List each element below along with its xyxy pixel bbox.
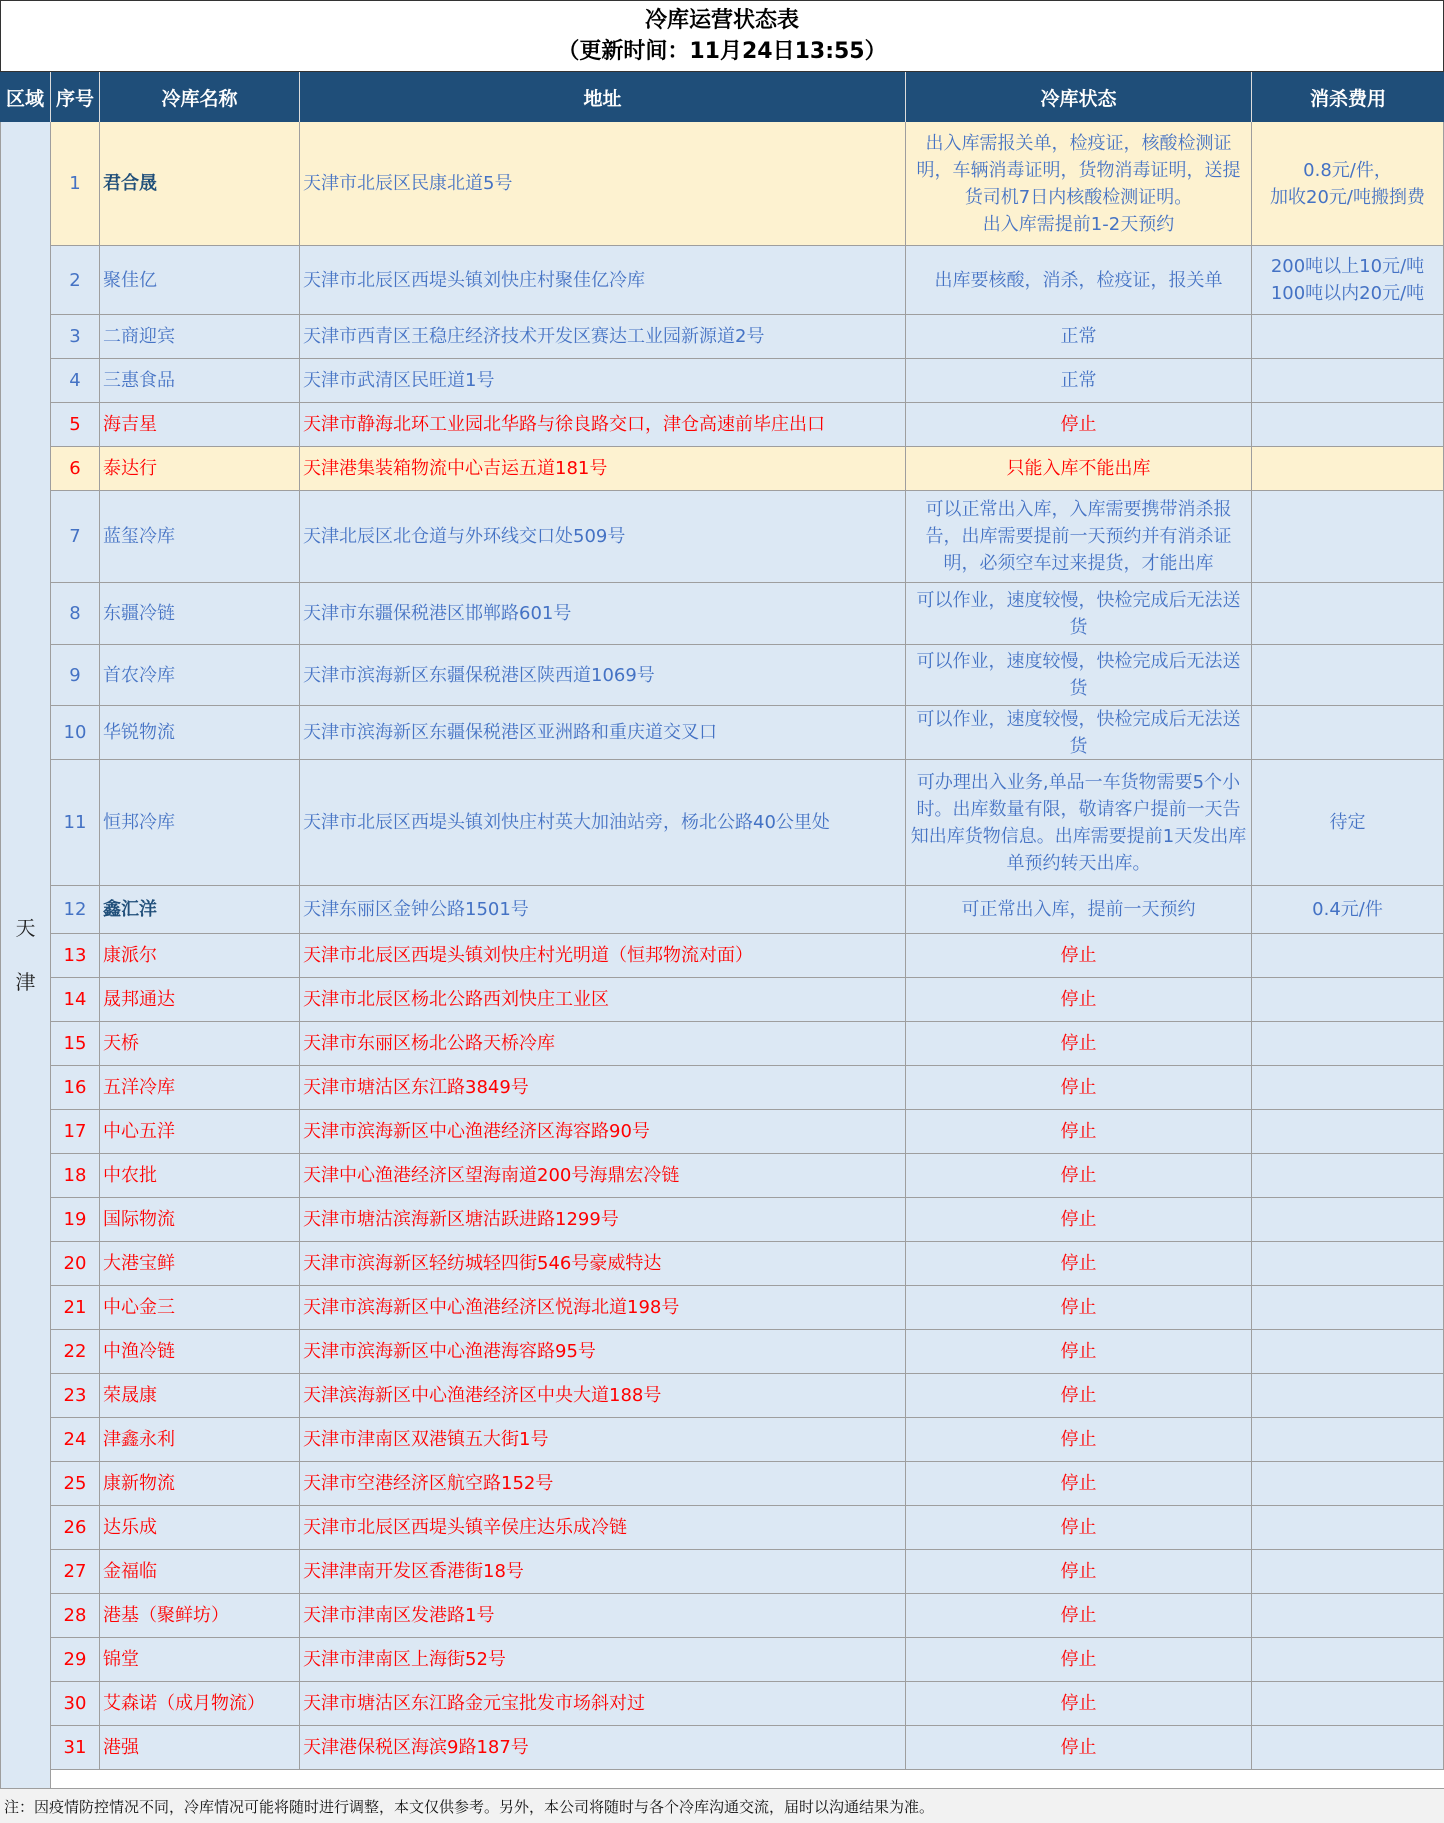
- row-number: [51, 1154, 100, 1198]
- row-number: [51, 1462, 100, 1506]
- row-number: [51, 1022, 100, 1066]
- storage-status-text: 停止: [1060, 1693, 1097, 1714]
- storage-status: [906, 315, 1252, 359]
- storage-name-text: 港强: [103, 1737, 139, 1758]
- storage-status-text: 停止: [1060, 1605, 1097, 1626]
- row-number-text: 2: [69, 269, 81, 291]
- storage-address: [300, 1330, 906, 1374]
- storage-name-text: 港基（聚鲜坊）: [103, 1605, 229, 1626]
- row-number: [51, 645, 100, 706]
- disinfection-fee: [1252, 978, 1444, 1022]
- storage-status: [906, 1462, 1252, 1506]
- storage-address-text: 天津北辰区北仓道与外环线交口处509号: [303, 526, 626, 547]
- storage-name: [100, 1594, 300, 1638]
- storage-address: [300, 1154, 906, 1198]
- storage-status: [906, 706, 1252, 760]
- row-number-text: 15: [63, 1033, 87, 1054]
- storage-status-text: 可以作业，速度较慢，快检完成后无法送货: [916, 708, 1241, 757]
- row-number-text: 12: [63, 899, 87, 920]
- row-number: [51, 583, 100, 645]
- storage-status-text: 停止: [1060, 1737, 1097, 1758]
- storage-address-text: 天津市静海北环工业园北华路与徐良路交口，津仓高速前毕庄出口: [303, 414, 825, 435]
- storage-address-text: 天津市塘沽滨海新区塘沽跃进路1299号: [303, 1209, 619, 1230]
- storage-status: [906, 1594, 1252, 1638]
- disinfection-fee: [1252, 1594, 1444, 1638]
- disinfection-fee: [1252, 1726, 1444, 1770]
- row-number: [51, 1242, 100, 1286]
- storage-name: [100, 122, 300, 246]
- storage-address-text: 天津市东丽区杨北公路天桥冷库: [303, 1033, 555, 1054]
- row-number-text: 26: [63, 1517, 87, 1538]
- disinfection-fee: [1252, 246, 1444, 315]
- storage-name-text: 康新物流: [103, 1473, 175, 1494]
- storage-address-text: 天津市武清区民旺道1号: [303, 370, 495, 391]
- storage-name-text: 康派尔: [103, 945, 157, 966]
- storage-name-text: 晟邦通达: [103, 989, 175, 1010]
- storage-status-text: 停止: [1060, 1561, 1097, 1582]
- storage-address: [300, 1110, 906, 1154]
- disinfection-fee-text: 200吨以上10元/吨 100吨以内20元/吨: [1270, 256, 1425, 304]
- storage-status-text: 出库要核酸，消杀，检疫证，报关单: [934, 269, 1223, 291]
- header-region: 区域: [0, 72, 51, 122]
- row-number-text: 8: [69, 603, 81, 624]
- disinfection-fee: [1252, 645, 1444, 706]
- storage-status-text: 可以作业，速度较慢，快检完成后无法送货: [916, 589, 1241, 638]
- storage-status-text: 可以作业，速度较慢，快检完成后无法送货: [916, 651, 1241, 699]
- storage-status-text: 停止: [1060, 1649, 1097, 1670]
- storage-address-text: 天津市空港经济区航空路152号: [303, 1473, 554, 1494]
- storage-address: [300, 1242, 906, 1286]
- disinfection-fee: [1252, 359, 1444, 403]
- storage-status: [906, 934, 1252, 978]
- region-cell: [0, 122, 51, 1788]
- row-number-text: 3: [69, 326, 81, 347]
- row-number: [51, 1198, 100, 1242]
- storage-status-text: 正常: [1060, 326, 1097, 347]
- storage-name: [100, 1374, 300, 1418]
- storage-status: [906, 978, 1252, 1022]
- storage-address: [300, 491, 906, 583]
- storage-name-text: 艾森诺（成月物流）: [103, 1693, 265, 1714]
- disinfection-fee: [1252, 706, 1444, 760]
- storage-name: [100, 760, 300, 886]
- storage-name-text: 二商迎宾: [103, 326, 175, 347]
- header-number: 序号: [51, 72, 100, 122]
- storage-address-text: 天津市北辰区西堤头镇刘快庄村光明道（恒邦物流对面）: [303, 945, 753, 966]
- row-number-text: 1: [69, 173, 81, 194]
- row-number: [51, 403, 100, 447]
- storage-name-text: 君合晟: [103, 173, 157, 194]
- row-number: [51, 1506, 100, 1550]
- storage-address: [300, 1374, 906, 1418]
- disinfection-fee: [1252, 1682, 1444, 1726]
- row-number: [51, 978, 100, 1022]
- storage-name: [100, 1330, 300, 1374]
- disinfection-fee-text: 待定: [1329, 812, 1366, 833]
- storage-address: [300, 978, 906, 1022]
- storage-name-text: 蓝玺冷库: [103, 526, 175, 547]
- row-number-text: 30: [63, 1693, 87, 1714]
- storage-address-text: 天津市北辰区西堤头镇刘快庄村聚佳亿冷库: [303, 269, 645, 291]
- storage-address-text: 天津东丽区金钟公路1501号: [303, 899, 529, 920]
- storage-status-text: 停止: [1060, 1165, 1097, 1186]
- row-number-text: 19: [63, 1209, 87, 1230]
- storage-name-text: 津鑫永利: [103, 1429, 175, 1450]
- storage-status-text: 可正常出入库，提前一天预约: [961, 899, 1196, 920]
- disinfection-fee: [1252, 403, 1444, 447]
- storage-status-text: 停止: [1060, 1077, 1097, 1098]
- disinfection-fee: [1252, 1330, 1444, 1374]
- row-number: [51, 1374, 100, 1418]
- storage-status: [906, 246, 1252, 315]
- storage-status: [906, 760, 1252, 886]
- storage-name-text: 东疆冷链: [103, 603, 175, 624]
- title-update-time: （更新时间：11月24日13:55）: [557, 39, 887, 64]
- row-number: [51, 760, 100, 886]
- storage-status-text: 可办理出入业务,单品一车货物需要5个小时。出库数量有限，敬请客户提前一天告知出库货物信息。出库需要提前1天发出库单预约转天出库。: [910, 771, 1247, 874]
- storage-address: [300, 706, 906, 760]
- storage-address-text: 天津市滨海新区中心渔港海容路95号: [303, 1341, 596, 1362]
- row-number-text: 10: [63, 722, 87, 743]
- storage-status-text: 停止: [1060, 1429, 1097, 1450]
- row-number: [51, 1418, 100, 1462]
- storage-status: [906, 447, 1252, 491]
- storage-name-text: 中心金三: [103, 1297, 175, 1318]
- row-number-text: 6: [69, 458, 81, 479]
- storage-status-text: 出入库需报关单，检疫证，核酸检测证明，车辆消毒证明，货物消毒证明，送提货司机7日内核酸检测证明。 出入库需提前1-2天预约: [916, 132, 1241, 235]
- storage-address-text: 天津市津南区双港镇五大街1号: [303, 1429, 549, 1450]
- storage-name: [100, 1022, 300, 1066]
- row-number-text: 7: [69, 526, 81, 547]
- disinfection-fee: [1252, 1154, 1444, 1198]
- storage-status: [906, 491, 1252, 583]
- storage-name-text: 金福临: [103, 1561, 157, 1582]
- storage-name: [100, 645, 300, 706]
- disinfection-fee: [1252, 1418, 1444, 1462]
- storage-name: [100, 1682, 300, 1726]
- storage-address: [300, 760, 906, 886]
- storage-name: [100, 583, 300, 645]
- disinfection-fee-text: 0.8元/件， 加收20元/吨搬捯费: [1270, 159, 1425, 208]
- storage-status-text: 停止: [1060, 1341, 1097, 1362]
- storage-address-text: 天津港集装箱物流中心吉运五道181号: [303, 458, 608, 479]
- storage-status-text: 停止: [1060, 1033, 1097, 1054]
- header-fee: 消杀费用: [1252, 72, 1444, 122]
- storage-address: [300, 1682, 906, 1726]
- row-number: [51, 706, 100, 760]
- storage-status: [906, 1242, 1252, 1286]
- storage-name: [100, 1506, 300, 1550]
- storage-name-text: 中渔冷链: [103, 1341, 175, 1362]
- storage-name-text: 大港宝鲜: [103, 1253, 175, 1274]
- disinfection-fee: [1252, 1022, 1444, 1066]
- row-number: [51, 447, 100, 491]
- storage-address-text: 天津市西青区王稳庄经济技术开发区赛达工业园新源道2号: [303, 326, 765, 347]
- storage-name: [100, 1198, 300, 1242]
- row-number: [51, 1066, 100, 1110]
- storage-name: [100, 1550, 300, 1594]
- storage-name: [100, 1066, 300, 1110]
- storage-status: [906, 359, 1252, 403]
- disinfection-fee: [1252, 1066, 1444, 1110]
- row-number-text: 23: [63, 1385, 87, 1406]
- storage-status-text: 停止: [1060, 989, 1097, 1010]
- storage-address: [300, 1022, 906, 1066]
- storage-address: [300, 447, 906, 491]
- row-number-text: 16: [63, 1077, 87, 1098]
- storage-name-text: 中农批: [103, 1165, 157, 1186]
- row-number: [51, 886, 100, 934]
- row-number: [51, 1110, 100, 1154]
- disinfection-fee: [1252, 1638, 1444, 1682]
- storage-name-text: 达乐成: [103, 1517, 157, 1538]
- storage-address: [300, 583, 906, 645]
- title-main: 冷库运营状态表: [644, 8, 799, 33]
- row-number-text: 25: [63, 1473, 87, 1494]
- row-number-text: 14: [63, 989, 87, 1010]
- row-number: [51, 315, 100, 359]
- row-number-text: 18: [63, 1165, 87, 1186]
- row-number: [51, 1726, 100, 1770]
- storage-name: [100, 447, 300, 491]
- storage-status: [906, 122, 1252, 246]
- row-number: [51, 1638, 100, 1682]
- storage-status: [906, 886, 1252, 934]
- storage-name: [100, 1154, 300, 1198]
- storage-status-text: 可以正常出入库，入库需要携带消杀报告，出库需要提前一天预约并有消杀证明，必须空车过来提货，才能出库: [925, 499, 1232, 574]
- header-status: 冷库状态: [906, 72, 1252, 122]
- storage-name-text: 鑫汇洋: [103, 899, 157, 920]
- disinfection-fee: [1252, 760, 1444, 886]
- row-number: [51, 1682, 100, 1726]
- storage-name: [100, 1242, 300, 1286]
- disinfection-fee: [1252, 315, 1444, 359]
- row-number: [51, 246, 100, 315]
- storage-address: [300, 1286, 906, 1330]
- storage-status-text: 停止: [1060, 1517, 1097, 1538]
- storage-status: [906, 1682, 1252, 1726]
- storage-status-text: 停止: [1060, 1297, 1097, 1318]
- storage-name: [100, 706, 300, 760]
- storage-status: [906, 1330, 1252, 1374]
- disinfection-fee: [1252, 447, 1444, 491]
- storage-address: [300, 359, 906, 403]
- storage-status: [906, 403, 1252, 447]
- row-number-text: 28: [63, 1605, 87, 1626]
- storage-name-text: 国际物流: [103, 1209, 175, 1230]
- storage-address: [300, 645, 906, 706]
- storage-name: [100, 934, 300, 978]
- storage-name-text: 恒邦冷库: [103, 812, 175, 833]
- storage-address: [300, 315, 906, 359]
- storage-name: [100, 1638, 300, 1682]
- storage-status-text: 停止: [1060, 1473, 1097, 1494]
- storage-status: [906, 1550, 1252, 1594]
- storage-address: [300, 934, 906, 978]
- storage-address-text: 天津市北辰区西堤头镇刘快庄村英大加油站旁，杨北公路40公里处: [303, 812, 830, 833]
- storage-name-text: 锦堂: [103, 1649, 139, 1670]
- region-char-2: 津: [15, 970, 36, 994]
- storage-address-text: 天津港保税区海滨9路187号: [303, 1737, 529, 1758]
- storage-status-text: 停止: [1060, 1253, 1097, 1274]
- storage-name-text: 天桥: [103, 1033, 139, 1054]
- storage-name: [100, 1110, 300, 1154]
- storage-address-text: 天津市滨海新区中心渔港经济区悦海北道198号: [303, 1297, 680, 1318]
- row-number-text: 9: [69, 664, 81, 686]
- storage-name: [100, 1418, 300, 1462]
- storage-status: [906, 1154, 1252, 1198]
- storage-name: [100, 1726, 300, 1770]
- storage-name-text: 荣晟康: [103, 1385, 157, 1406]
- storage-status: [906, 1022, 1252, 1066]
- storage-status-text: 停止: [1060, 1385, 1097, 1406]
- storage-address-text: 天津滨海新区中心渔港经济区中央大道188号: [303, 1385, 662, 1406]
- disinfection-fee: [1252, 583, 1444, 645]
- storage-name-text: 三惠食品: [103, 370, 175, 391]
- storage-name-text: 华锐物流: [103, 722, 175, 743]
- row-number: [51, 359, 100, 403]
- row-number-text: 27: [63, 1561, 87, 1582]
- storage-status: [906, 1506, 1252, 1550]
- storage-address-text: 天津市北辰区民康北道5号: [303, 173, 513, 194]
- storage-address: [300, 886, 906, 934]
- storage-status: [906, 1286, 1252, 1330]
- storage-name: [100, 359, 300, 403]
- storage-status: [906, 1198, 1252, 1242]
- disinfection-fee: [1252, 1110, 1444, 1154]
- storage-name-text: 首农冷库: [103, 664, 175, 686]
- region-char-1: 天: [15, 916, 36, 940]
- table-title: [0, 0, 1444, 72]
- row-number-text: 24: [63, 1429, 87, 1450]
- storage-address-text: 天津市塘沽区东江路金元宝批发市场斜对过: [303, 1693, 645, 1714]
- storage-address-text: 天津市北辰区西堤头镇辛侯庄达乐成冷链: [303, 1517, 627, 1538]
- storage-address: [300, 1506, 906, 1550]
- row-number-text: 29: [63, 1649, 87, 1670]
- disinfection-fee: [1252, 934, 1444, 978]
- storage-status-text: 只能入库不能出库: [1006, 458, 1151, 479]
- storage-address-text: 天津市津南区发港路1号: [303, 1605, 495, 1626]
- storage-address: [300, 246, 906, 315]
- storage-name-text: 泰达行: [103, 458, 157, 479]
- storage-name: [100, 1462, 300, 1506]
- storage-status-text: 停止: [1060, 1121, 1097, 1142]
- storage-address-text: 天津市东疆保税港区邯郸路601号: [303, 603, 572, 624]
- storage-status: [906, 1418, 1252, 1462]
- storage-name: [100, 246, 300, 315]
- storage-status-text: 停止: [1060, 945, 1097, 966]
- storage-name-text: 海吉星: [103, 414, 157, 435]
- storage-name: [100, 978, 300, 1022]
- storage-name-text: 聚佳亿: [103, 269, 157, 291]
- storage-status-text: 停止: [1060, 1209, 1097, 1230]
- row-number-text: 22: [63, 1341, 87, 1362]
- storage-status: [906, 1638, 1252, 1682]
- header-address: 地址: [300, 72, 906, 122]
- row-number-text: 31: [63, 1737, 87, 1758]
- storage-address-text: 天津中心渔港经济区望海南道200号海鼎宏冷链: [303, 1165, 680, 1186]
- storage-address: [300, 1726, 906, 1770]
- row-number-text: 4: [69, 370, 81, 391]
- row-number-text: 13: [63, 945, 87, 966]
- storage-address-text: 天津市滨海新区东疆保税港区陕西道1069号: [303, 664, 655, 686]
- row-number: [51, 1286, 100, 1330]
- storage-name: [100, 886, 300, 934]
- disinfection-fee: [1252, 491, 1444, 583]
- footnote: 注：因疫情防控情况不同，冷库情况可能将随时进行调整，本文仅供参考。另外，本公司将随时与各个冷库沟通交流，届时以沟通结果为准。: [0, 1788, 1444, 1823]
- row-number-text: 11: [63, 812, 87, 833]
- storage-status-text: 停止: [1060, 414, 1097, 435]
- storage-address: [300, 1418, 906, 1462]
- storage-status: [906, 1066, 1252, 1110]
- storage-status: [906, 645, 1252, 706]
- storage-name: [100, 315, 300, 359]
- storage-address-text: 天津市滨海新区中心渔港经济区海容路90号: [303, 1121, 650, 1142]
- disinfection-fee: [1252, 1242, 1444, 1286]
- storage-address-text: 天津市北辰区杨北公路西刘快庄工业区: [303, 989, 609, 1010]
- row-number-text: 20: [63, 1253, 87, 1274]
- storage-name: [100, 491, 300, 583]
- disinfection-fee-text: 0.4元/件: [1312, 899, 1383, 920]
- disinfection-fee: [1252, 122, 1444, 246]
- storage-address-text: 天津市滨海新区轻纺城轻四街546号豪威特达: [303, 1253, 662, 1274]
- row-number: [51, 1330, 100, 1374]
- storage-name: [100, 403, 300, 447]
- storage-status: [906, 1374, 1252, 1418]
- row-number: [51, 1550, 100, 1594]
- row-number-text: 21: [63, 1297, 87, 1318]
- storage-address: [300, 1550, 906, 1594]
- storage-address: [300, 1594, 906, 1638]
- storage-address-text: 天津市滨海新区东疆保税港区亚洲路和重庆道交叉口: [303, 722, 717, 743]
- disinfection-fee: [1252, 1198, 1444, 1242]
- row-number: [51, 491, 100, 583]
- disinfection-fee: [1252, 1462, 1444, 1506]
- storage-address-text: 天津市塘沽区东江路3849号: [303, 1077, 529, 1098]
- storage-address: [300, 403, 906, 447]
- storage-address-text: 天津津南开发区香港街18号: [303, 1561, 524, 1582]
- storage-address: [300, 1462, 906, 1506]
- storage-address: [300, 122, 906, 246]
- header-name: 冷库名称: [100, 72, 300, 122]
- row-number: [51, 934, 100, 978]
- storage-name: [100, 1286, 300, 1330]
- storage-status-text: 正常: [1060, 370, 1097, 391]
- storage-address-text: 天津市津南区上海街52号: [303, 1649, 506, 1670]
- disinfection-fee: [1252, 1286, 1444, 1330]
- storage-name-text: 中心五洋: [103, 1121, 175, 1142]
- storage-status: [906, 583, 1252, 645]
- disinfection-fee: [1252, 1506, 1444, 1550]
- storage-name-text: 五洋冷库: [103, 1077, 175, 1098]
- storage-status: [906, 1726, 1252, 1770]
- storage-status: [906, 1110, 1252, 1154]
- row-number-text: 17: [63, 1121, 87, 1142]
- storage-address: [300, 1198, 906, 1242]
- row-number-text: 5: [69, 414, 81, 435]
- row-number: [51, 122, 100, 246]
- storage-address: [300, 1066, 906, 1110]
- disinfection-fee: [1252, 1550, 1444, 1594]
- disinfection-fee: [1252, 1374, 1444, 1418]
- storage-address: [300, 1638, 906, 1682]
- disinfection-fee: [1252, 886, 1444, 934]
- row-number: [51, 1594, 100, 1638]
